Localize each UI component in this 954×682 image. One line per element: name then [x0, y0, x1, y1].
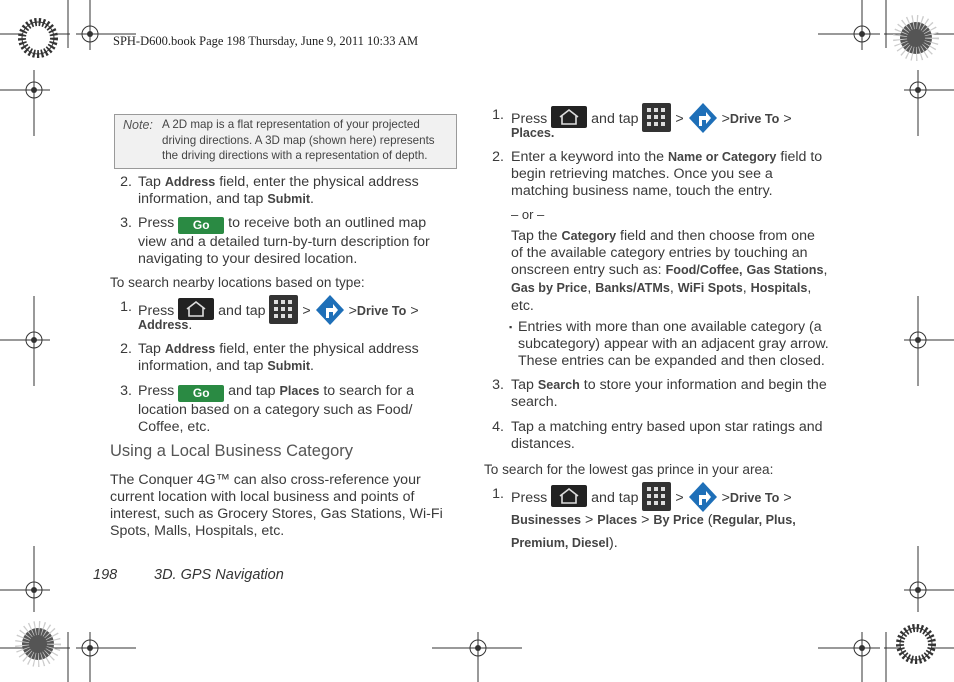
section-title: 3D. GPS Navigation	[154, 567, 284, 583]
list-item: Tap a matching entry based upon star ratings and distances.	[511, 419, 823, 452]
list-item: Press Go and tap Places to search for a location based on a category such as Food/ Coffee, etc.	[138, 383, 415, 435]
page-header: SPH-D600.book Page 198 Thursday, June 9, 2011 10:33 AM	[113, 34, 419, 48]
home-icon	[551, 106, 587, 128]
left-column: 2. Tap Address field, enter the physical address information, and tap Submit. 3. Press Go to receive both an outlined map view and a detailed turn-by-turn description for navigating to your desired location. To search nearby locations based on type: 1. Press and tap > >Drive To > Address. 2. Tap Address field, enter the physical address information, and tap Submit. 3. Press Go and tap Places to search for a location based on a category such as Food/ Coffee, etc. Using a Local Business Category The Conquer 4G™ can also cross-reference your current location with local business and points of interest, such as Grocery Stores, Gas Stations, Wi-Fi Spots, Malls, Hospitals, etc.	[0, 0, 954, 682]
category-paragraph: Tap the Category field and then choose from one of the available category entries by touching an onscreen entry such as: Food/Coffee, Gas Stations, Gas by Price, Banks/ATMs, WiFi Spots, Hospitals, etc.	[511, 228, 828, 314]
right-column: 1. Press and tap > >Drive To > Places. 2. Enter a keyword into the Name or Category field to begin retrieving matches. Once you see a matching business name, touch the entry. – or – Tap the Category field and then choose from one of the available category entries by touching an onscreen entry such as: Food/Coffee, Gas Stations, Gas by Price, Banks/ATMs, WiFi Spots, Hospitals, etc. ▪ Entries with more than one available category (a subcategory) appear with an adjacent gray arrow. These entries can be expanded and then closed. 3. Tap Search to store your information and begin the search. 4. Tap a matching entry based upon star ratings and distances. To search for the lowest gas prince in your area: 1. Press and tap > >Drive To > Businesses > Places > By Price (Regular, Plus, Premium, Diesel).	[0, 0, 954, 682]
apps-grid-icon	[642, 103, 671, 132]
or-separator: – or –	[511, 207, 545, 222]
body-paragraph: The Conquer 4G™ can also cross-reference your current location with local business and points of interest, such as Grocery Stores, Gas Stations, Wi-Fi Spots, Malls, Hospitals, etc.	[110, 472, 443, 539]
apps-grid-icon	[642, 482, 671, 511]
note-text: A 2D map is a flat representation of your projected driving directions. A 3D map (shown here) represents the driving directions with a representation of depth.	[162, 118, 435, 162]
list-item: Tap Address field, enter the physical address information, and tap Submit.	[138, 174, 419, 207]
list-item: Tap Search to store your information and begin the search.	[511, 377, 827, 410]
go-button: Go	[178, 385, 224, 402]
section-heading: Using a Local Business Category	[110, 442, 354, 460]
list-item: Press and tap > >Drive To >	[511, 102, 841, 134]
list-item: Press and tap > >Drive To >	[511, 481, 841, 513]
list-item: Tap Address field, enter the physical address information, and tap Submit.	[138, 341, 419, 374]
go-button: Go	[178, 217, 224, 234]
list-item: Press and tap > >Drive To >	[138, 294, 458, 326]
intro-text: To search for the lowest gas prince in your area:	[484, 462, 774, 477]
navigation-icon	[688, 102, 718, 134]
page-number: 198	[93, 567, 118, 583]
list-item: Press Go to receive both an outlined map view and a detailed turn-by-turn description for navigating to your desired location.	[138, 215, 430, 267]
note-label: Note:	[123, 118, 153, 132]
home-icon	[551, 485, 587, 507]
intro-text: To search nearby locations based on type:	[110, 275, 365, 290]
bullet-item: ▪ Entries with more than one available category (a subcategory) appear with an adjacent gray arrow. These entries can be expanded and then closed.	[509, 319, 829, 369]
list-item: Enter a keyword into the Name or Category field to begin retrieving matches. Once you see a matching business name, touch the entry.	[511, 149, 823, 199]
